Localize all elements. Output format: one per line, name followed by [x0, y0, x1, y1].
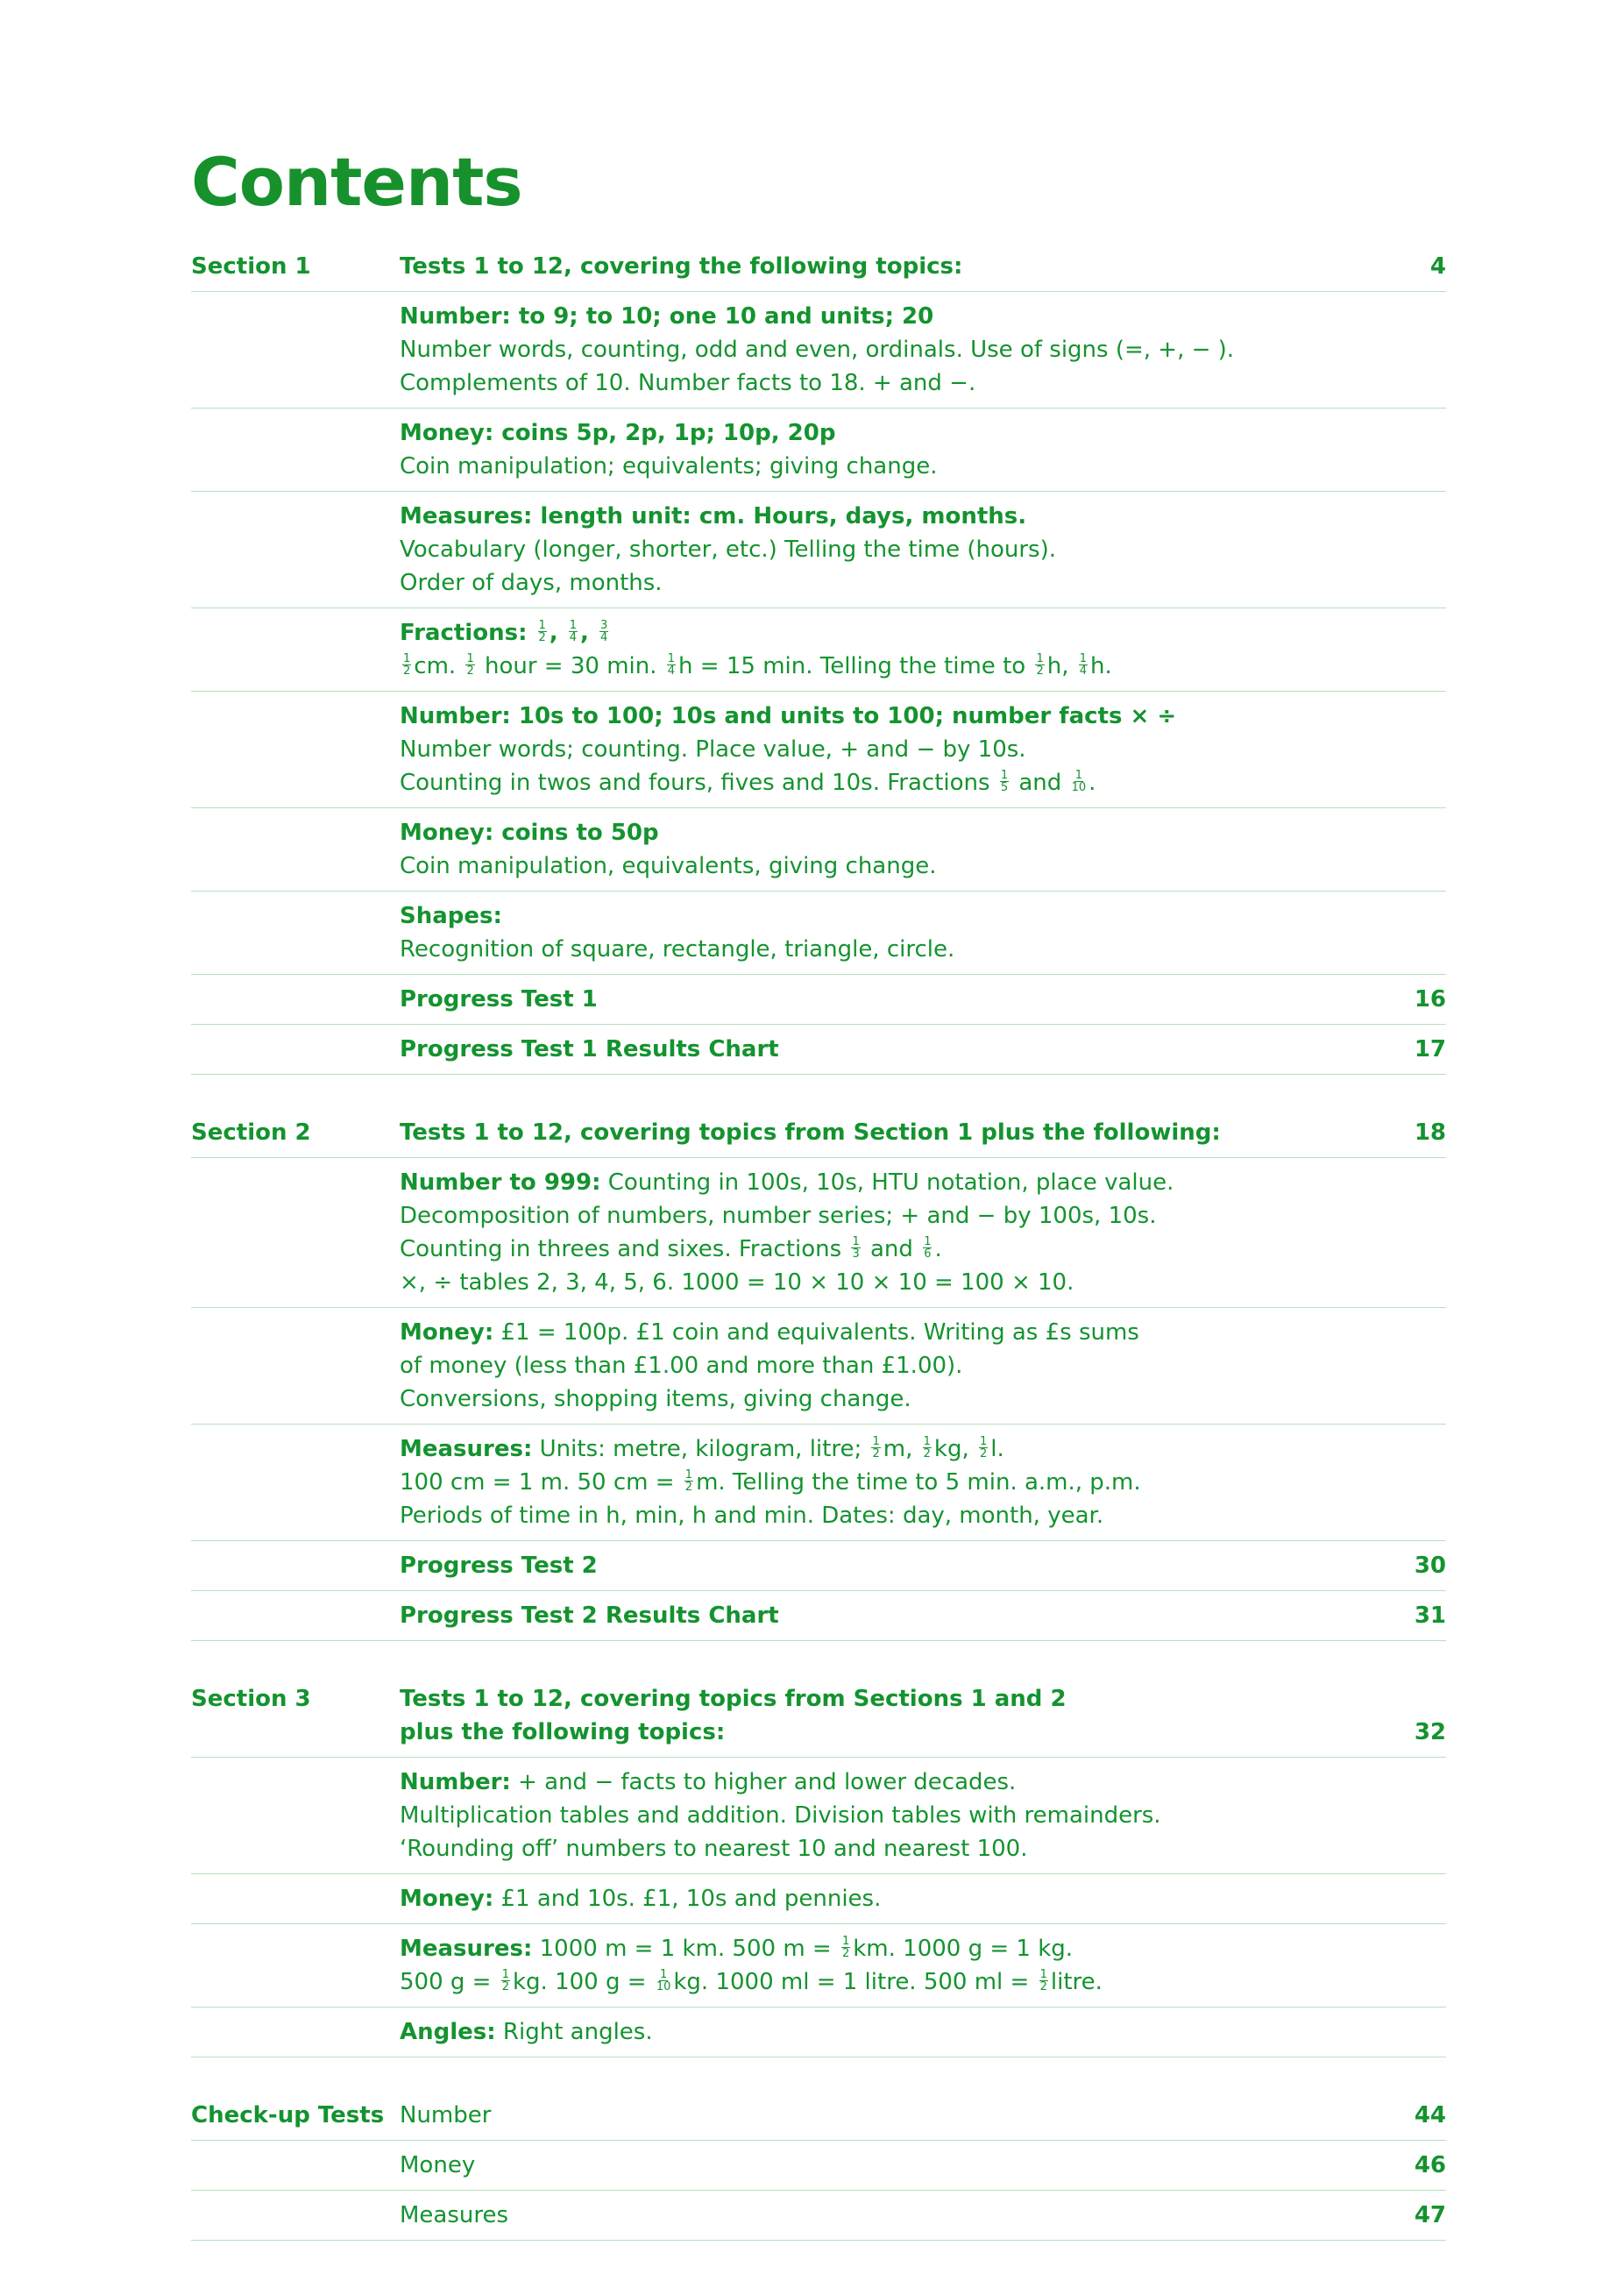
entry-text: Counting in 100s, 10s, HTU notation, place value. [600, 1169, 1174, 1196]
entry-text: l. [990, 1436, 1004, 1462]
fraction-denominator: 2 [684, 1481, 693, 1494]
toc-row [191, 1158, 1446, 1308]
toc-entry [400, 300, 1376, 400]
entry-text: . [934, 1236, 942, 1262]
fraction [569, 620, 578, 643]
entry-heading: Measures: [400, 1436, 533, 1462]
toc-row [191, 808, 1446, 892]
toc-entry [400, 1682, 1376, 1749]
entry-heading: Number: [400, 1769, 511, 1795]
toc-row [191, 2191, 1446, 2241]
entry-line [400, 1766, 1376, 1799]
entry-heading: Tests 1 to 12, covering topics from Section 1 plus the following: [400, 1119, 1221, 1146]
entry-line [400, 1266, 1376, 1299]
entry-text: Right angles. [495, 2019, 653, 2045]
page-title: Contents [191, 143, 522, 221]
entry-text: £1 and 10s. £1, 10s and pennies. [493, 1886, 882, 1912]
toc-row [191, 1758, 1446, 1874]
toc-section [191, 1108, 1446, 1641]
toc-row [191, 242, 1446, 292]
fraction-numerator: 1 [1079, 652, 1088, 665]
toc-row [191, 1591, 1446, 1641]
fraction-numerator: 1 [1000, 769, 1009, 782]
entry-line [400, 816, 1376, 849]
fraction-numerator: 1 [667, 652, 676, 665]
entry-line [400, 1932, 1376, 1965]
fraction [851, 1236, 860, 1260]
fraction [1035, 653, 1044, 677]
entry-text: and [862, 1236, 921, 1262]
page-number: 32 [1414, 1719, 1446, 1745]
entry-text: 1000 m = 1 km. 500 m = [532, 1936, 839, 1962]
entry-heading: Tests 1 to 12, covering the following topics: [400, 253, 963, 280]
fraction-numerator: 1 [852, 1235, 860, 1248]
entry-line [400, 1499, 1376, 1532]
fraction-numerator: 1 [403, 652, 411, 665]
entry-heading: Tests 1 to 12, covering topics from Sections 1 and 2 [400, 1686, 1067, 1712]
fraction-denominator: 2 [872, 1447, 880, 1460]
section-label: Section 1 [191, 253, 311, 280]
page-number: 31 [1414, 1602, 1446, 1629]
section-label: Section 2 [191, 1119, 311, 1146]
fraction [1072, 770, 1087, 793]
toc-entry [400, 1882, 1376, 1915]
entry-line [400, 566, 1376, 600]
entry-line [400, 416, 1376, 450]
entry-text: 100 cm = 1 m. 50 cm = [400, 1469, 682, 1496]
entry-line [400, 500, 1376, 533]
toc-entry [400, 899, 1376, 966]
toc-row [191, 975, 1446, 1025]
toc-entry [400, 1316, 1376, 1416]
entry-line [400, 366, 1376, 400]
entry-line [400, 300, 1376, 333]
fraction-denominator: 2 [466, 664, 474, 678]
entry-text: km. 1000 g = 1 kg. [853, 1936, 1074, 1962]
toc-entry [400, 983, 1376, 1016]
entry-text: Counting in twos and fours, fives and 10s. Fractions [400, 770, 997, 796]
entry-line [400, 733, 1376, 766]
page-number: 17 [1414, 1036, 1446, 1062]
entry-line [400, 2149, 1376, 2182]
fraction [1000, 770, 1009, 793]
fraction-denominator: 6 [924, 1247, 932, 1261]
entry-text: Number words; counting. Place value, + and − by 10s. [400, 736, 1026, 763]
toc-row [191, 492, 1446, 608]
fraction-numerator: 1 [1039, 1968, 1047, 1981]
fraction [1039, 1969, 1048, 1993]
entry-line [400, 1965, 1376, 1999]
fraction-numerator: 1 [538, 619, 546, 632]
entry-heading: Progress Test 2 [400, 1553, 598, 1579]
entry-text: Recognition of square, rectangle, triangle, circle. [400, 936, 955, 963]
page-number: 46 [1414, 2152, 1446, 2178]
entry-line [400, 1382, 1376, 1416]
entry-line [400, 899, 1376, 933]
toc-row [191, 608, 1446, 692]
toc-entry [400, 1166, 1376, 1299]
toc-row [191, 1541, 1446, 1591]
toc-entry [400, 1932, 1376, 1999]
toc-row [191, 409, 1446, 492]
fraction-denominator: 2 [1036, 664, 1044, 678]
fraction-numerator: 1 [872, 1435, 880, 1448]
fraction-denominator: 4 [569, 631, 578, 644]
toc-entry [400, 1599, 1376, 1632]
toc-section [191, 1674, 1446, 2057]
entry-text: Coin manipulation, equivalents, giving change. [400, 853, 937, 879]
toc-row [191, 1674, 1446, 1758]
entry-text: Number [400, 2102, 492, 2128]
toc-row [191, 1108, 1446, 1158]
entry-line [400, 1033, 1376, 1066]
page-number: 16 [1414, 986, 1446, 1013]
entry-text: kg, [933, 1436, 976, 1462]
toc-row [191, 692, 1446, 808]
entry-text: Periods of time in h, min, h and min. Dates: day, month, year. [400, 1503, 1104, 1529]
fraction-denominator: 2 [403, 664, 411, 678]
fraction [656, 1969, 671, 1993]
fraction [667, 653, 676, 677]
fraction-numerator: 1 [466, 652, 474, 665]
page-number: 44 [1414, 2102, 1446, 2128]
entry-text: hour = 30 min. [477, 653, 664, 679]
fraction [923, 1236, 932, 1260]
toc-entry [400, 700, 1376, 799]
entry-line [400, 1166, 1376, 1199]
toc-row [191, 2141, 1446, 2191]
fraction-numerator: 1 [501, 1968, 509, 1981]
fraction-denominator: 4 [599, 631, 608, 644]
entry-text: Number words, counting, odd and even, ordinals. Use of signs (=, +, − ). [400, 337, 1235, 363]
entry-text: Money [400, 2152, 476, 2178]
toc-row [191, 2091, 1446, 2141]
entry-line [400, 2015, 1376, 2049]
toc-entry [400, 2099, 1376, 2132]
toc-row [191, 1924, 1446, 2008]
entry-heading: Number to 999: [400, 1169, 601, 1196]
entry-text: Conversions, shopping items, giving change. [400, 1386, 911, 1412]
fraction-denominator: 2 [923, 1447, 931, 1460]
entry-text: h, [1046, 653, 1076, 679]
entry-text: Vocabulary (longer, shorter, etc.) Telling the time (hours). [400, 537, 1057, 563]
fraction [599, 620, 608, 643]
entry-heading: Progress Test 1 Results Chart [400, 1036, 779, 1062]
entry-text: cm. [414, 653, 464, 679]
fraction [684, 1469, 693, 1493]
entry-line [400, 983, 1376, 1016]
entry-heading: Money: coins 5p, 2p, 1p; 10p, 20p [400, 420, 836, 446]
entry-heading: Progress Test 2 Results Chart [400, 1602, 779, 1629]
entry-heading: Number: to 9; to 10; one 10 and units; 20 [400, 303, 934, 330]
fraction-numerator: 1 [659, 1968, 668, 1981]
fraction-numerator: 3 [599, 619, 608, 632]
fraction-denominator: 2 [501, 1980, 509, 1993]
fraction-denominator: 2 [1039, 1980, 1047, 1993]
entry-line [400, 1832, 1376, 1865]
entry-text: m. Telling the time to 5 min. a.m., p.m. [696, 1469, 1141, 1496]
entry-heading: Progress Test 1 [400, 986, 598, 1013]
entry-line [400, 650, 1376, 683]
toc-entry [400, 2015, 1376, 2049]
fraction-numerator: 1 [684, 1468, 693, 1482]
entry-heading: Money: coins to 50p [400, 820, 659, 846]
table-of-contents [191, 242, 1446, 2274]
entry-line [400, 1233, 1376, 1266]
entry-text: h = 15 min. Telling the time to [678, 653, 1033, 679]
entry-text: Decomposition of numbers, number series; + and − by 100s, 10s. [400, 1203, 1157, 1229]
toc-row [191, 1308, 1446, 1425]
entry-heading: Measures: length unit: cm. Hours, days, months. [400, 503, 1027, 529]
fraction-numerator: 1 [980, 1435, 988, 1448]
entry-text: Coin manipulation; equivalents; giving change. [400, 453, 938, 480]
page-number: 4 [1429, 253, 1446, 280]
entry-line [400, 1549, 1376, 1582]
fraction [538, 620, 547, 643]
fraction-denominator: 2 [538, 631, 546, 644]
fraction [923, 1436, 932, 1460]
page-number: 47 [1414, 2202, 1446, 2228]
fraction-numerator: 1 [923, 1435, 931, 1448]
entry-line [400, 849, 1376, 883]
toc-entry [400, 2149, 1376, 2182]
page-number: 18 [1414, 1119, 1446, 1146]
entry-heading: , [580, 620, 597, 646]
entry-line [400, 616, 1376, 650]
entry-text: and [1011, 770, 1069, 796]
entry-text: Order of days, months. [400, 570, 663, 596]
entry-heading: Number: 10s to 100; 10s and units to 100; number facts × ÷ [400, 703, 1177, 729]
entry-text: m, [883, 1436, 920, 1462]
section-label: Check-up Tests [191, 2102, 385, 2128]
entry-text: kg. 100 g = [513, 1969, 654, 1995]
fraction [402, 653, 411, 677]
entry-heading: , [549, 620, 566, 646]
toc-row [191, 1425, 1446, 1541]
entry-line [400, 1349, 1376, 1382]
toc-entry [400, 250, 1376, 283]
toc-entry [400, 616, 1376, 683]
entry-text: litre. [1050, 1969, 1103, 1995]
fraction-numerator: 1 [924, 1235, 932, 1248]
toc-section [191, 242, 1446, 1075]
entry-line [400, 450, 1376, 483]
fraction-denominator: 4 [667, 664, 676, 678]
fraction [465, 653, 474, 677]
entry-text: kg. 1000 ml = 1 litre. 500 ml = [673, 1969, 1037, 1995]
entry-line [400, 1199, 1376, 1233]
entry-line [400, 1432, 1376, 1466]
entry-text: ×, ÷ tables 2, 3, 4, 5, 6. 1000 = 10 × 10 × 10 = 100 × 10. [400, 1269, 1074, 1296]
entry-heading: plus the following topics: [400, 1719, 726, 1745]
entry-text: Counting in threes and sixes. Fractions [400, 1236, 849, 1262]
entry-text: h. [1090, 653, 1112, 679]
toc-entry [400, 1766, 1376, 1865]
entry-line [400, 333, 1376, 366]
toc-section [191, 2091, 1446, 2241]
toc-row [191, 892, 1446, 975]
fraction-denominator: 3 [852, 1247, 860, 1261]
fraction [979, 1436, 988, 1460]
fraction [1079, 653, 1088, 677]
toc-entry [400, 2199, 1376, 2232]
entry-line [400, 1882, 1376, 1915]
fraction-denominator: 4 [1079, 664, 1088, 678]
fraction-numerator: 1 [841, 1935, 850, 1948]
toc-row [191, 1025, 1446, 1075]
fraction [841, 1936, 850, 1959]
entry-text: . [1089, 770, 1096, 796]
entry-heading: Fractions: [400, 620, 535, 646]
entry-line [400, 1116, 1376, 1149]
toc-row [191, 1874, 1446, 1924]
toc-row [191, 2008, 1446, 2057]
entry-line [400, 766, 1376, 799]
entry-heading: Shapes: [400, 903, 502, 929]
entry-line [400, 700, 1376, 733]
fraction-numerator: 1 [569, 619, 578, 632]
entry-text: Measures [400, 2202, 509, 2228]
entry-text: ‘Rounding off’ numbers to nearest 10 and nearest 100. [400, 1836, 1028, 1862]
toc-entry [400, 1116, 1376, 1149]
toc-entry [400, 500, 1376, 600]
toc-entry [400, 1549, 1376, 1582]
entry-line [400, 1466, 1376, 1499]
entry-text: of money (less than £1.00 and more than £1.00). [400, 1353, 963, 1379]
entry-line [400, 1599, 1376, 1632]
entry-line [400, 933, 1376, 966]
toc-entry [400, 1432, 1376, 1532]
entry-text: Units: metre, kilogram, litre; [532, 1436, 869, 1462]
entry-text: Complements of 10. Number facts to 18. + and −. [400, 370, 976, 396]
fraction-denominator: 2 [841, 1947, 850, 1960]
entry-line [400, 1716, 1376, 1749]
entry-heading: Money: [400, 1319, 494, 1346]
entry-line [400, 533, 1376, 566]
entry-heading: Money: [400, 1886, 494, 1912]
fraction-denominator: 10 [1071, 781, 1087, 794]
fraction [501, 1969, 510, 1993]
section-label: Section 3 [191, 1686, 311, 1712]
entry-text: £1 = 100p. £1 coin and equivalents. Writing as £s sums [493, 1319, 1139, 1346]
fraction-denominator: 2 [980, 1447, 988, 1460]
entry-heading: Measures: [400, 1936, 533, 1962]
fraction-denominator: 5 [1000, 781, 1009, 794]
entry-heading: Angles: [400, 2019, 496, 2045]
entry-line [400, 250, 1376, 283]
entry-text: Multiplication tables and addition. Division tables with remainders. [400, 1802, 1161, 1829]
fraction-numerator: 1 [1074, 769, 1082, 782]
entry-text: + and − facts to higher and lower decades. [510, 1769, 1017, 1795]
entry-line [400, 1799, 1376, 1832]
entry-line [400, 2199, 1376, 2232]
fraction-denominator: 10 [656, 1980, 671, 1993]
fraction [871, 1436, 880, 1460]
toc-row [191, 292, 1446, 409]
entry-line [400, 1682, 1376, 1716]
entry-line [400, 2099, 1376, 2132]
toc-entry [400, 416, 1376, 483]
entry-text: 500 g = [400, 1969, 499, 1995]
toc-entry [400, 1033, 1376, 1066]
page-number: 30 [1414, 1553, 1446, 1579]
toc-entry [400, 816, 1376, 883]
fraction-numerator: 1 [1036, 652, 1044, 665]
entry-line [400, 1316, 1376, 1349]
